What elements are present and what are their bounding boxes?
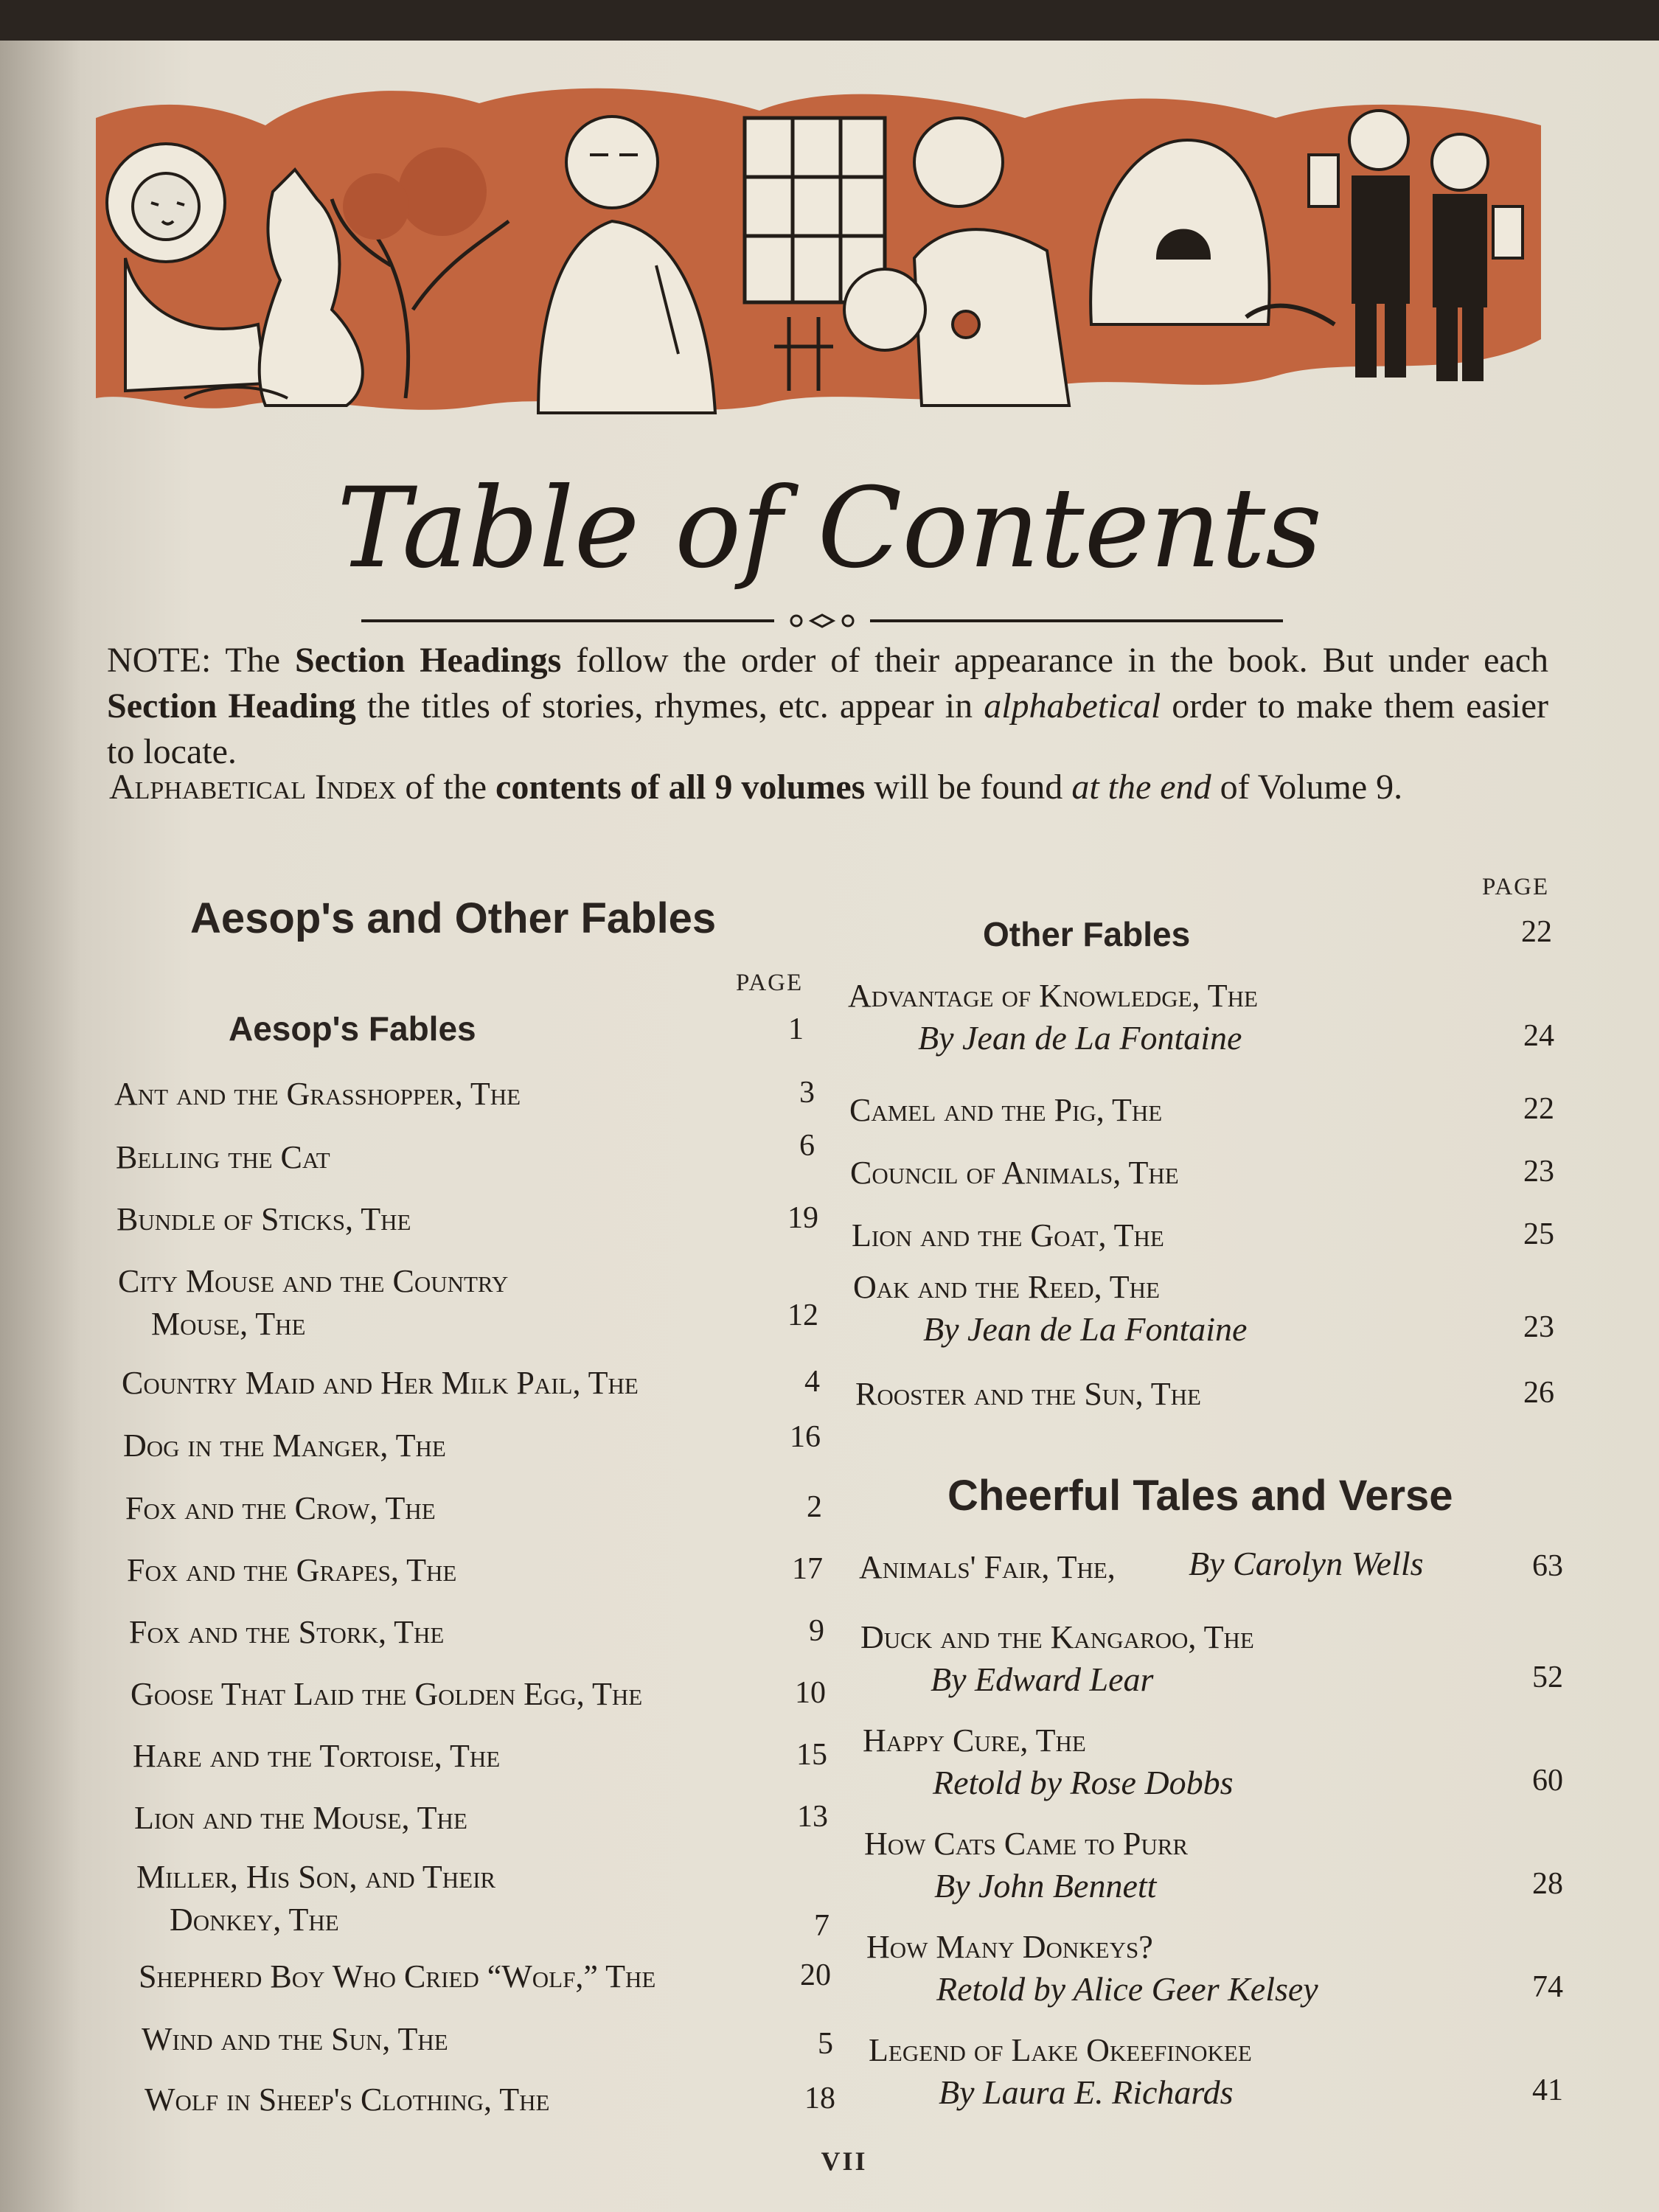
page-number: 13 — [797, 1800, 828, 1834]
subsection-aesops-fables: Aesop's Fables — [229, 1009, 476, 1048]
toc-entry-title: Country Maid and Her Milk Pail, The — [122, 1365, 639, 1401]
header-illustration — [96, 74, 1541, 428]
toc-entry-title: Fox and the Grapes, The — [127, 1552, 457, 1588]
page-number: 17 — [792, 1552, 823, 1586]
toc-entry-author: By Jean de La Fontaine — [923, 1310, 1248, 1348]
page-column-label: PAGE — [736, 970, 804, 996]
note-paragraph: NOTE: The Section Headings follow the order of their appearance in the book. But under each Section Heading the titles of stories, rhymes, etc. appear in alphabetical order to make them easier to locate. — [107, 641, 1549, 771]
page-number: 10 — [795, 1676, 826, 1710]
toc-entry-title: Ant and the Grasshopper, The — [114, 1076, 521, 1112]
toc-entry-title: Council of Animals, The — [850, 1155, 1179, 1191]
toc-entry-title: Lion and the Mouse, The — [134, 1800, 467, 1836]
toc-entry-title: Belling the Cat — [116, 1139, 330, 1175]
section-heading-cheerful: Cheerful Tales and Verse — [947, 1472, 1453, 1520]
toc-entry-title: Fox and the Crow, The — [125, 1490, 436, 1526]
page-number: 22 — [1523, 1092, 1554, 1126]
toc-entry-title: Hare and the Tortoise, The — [133, 1738, 501, 1774]
page-number: 74 — [1532, 1970, 1563, 2004]
page-number: 24 — [1523, 1019, 1554, 1053]
page-number: 25 — [1523, 1217, 1554, 1251]
page-number: 41 — [1532, 2073, 1563, 2107]
index-note: Alphabetical Index of the contents of all 9 volumes will be found at the end of Volume 9. — [109, 768, 1403, 807]
page-number: 1 — [788, 1012, 804, 1046]
page-number: 7 — [814, 1909, 830, 1943]
toc-entry-title: Camel and the Pig, The — [849, 1092, 1163, 1128]
page-number: 5 — [818, 2027, 833, 2061]
toc-entry-author: By Edward Lear — [931, 1660, 1154, 1698]
toc-entry-title: Fox and the Stork, The — [129, 1614, 445, 1650]
page-number: 63 — [1532, 1549, 1563, 1583]
page-number: 15 — [796, 1738, 827, 1772]
toc-entry-title: Goose That Laid the Golden Egg, The — [131, 1676, 643, 1712]
page-number: 26 — [1523, 1376, 1554, 1410]
title-divider — [361, 612, 1283, 630]
toc-entry-title: Dog in the Manger, The — [123, 1427, 446, 1464]
page-number: 4 — [804, 1365, 820, 1399]
page-number: 52 — [1532, 1660, 1563, 1694]
toc-entry-title-cont: Donkey, The — [170, 1902, 339, 1938]
toc-entry-title: Wind and the Sun, The — [142, 2021, 448, 2057]
toc-entry-title: Legend of Lake Okeefinokee — [869, 2032, 1252, 2068]
page-number: 3 — [799, 1076, 815, 1110]
section-heading-fables: Aesop's and Other Fables — [190, 894, 717, 942]
page-number: 23 — [1523, 1310, 1554, 1344]
toc-entry-author: Retold by Rose Dobbs — [933, 1764, 1234, 1801]
page-number: 6 — [799, 1129, 815, 1163]
toc-entry-title: Oak and the Reed, The — [853, 1269, 1160, 1305]
toc-entry-author: By Jean de La Fontaine — [918, 1019, 1242, 1057]
toc-entry-title: City Mouse and the Country — [118, 1263, 509, 1299]
page-folio: VII — [821, 2146, 868, 2176]
toc-entry-title: Miller, His Son, and Their — [136, 1859, 496, 1895]
toc-entry-title: How Many Donkeys? — [866, 1929, 1153, 1965]
page-number: 16 — [790, 1420, 821, 1454]
toc-entry-title: How Cats Came to Purr — [864, 1826, 1189, 1862]
page-number: 18 — [804, 2081, 835, 2115]
toc-entry-title: Shepherd Boy Who Cried “Wolf,” The — [139, 1958, 656, 1994]
page-number: 28 — [1532, 1867, 1563, 1901]
toc-entry-author: Retold by Alice Geer Kelsey — [936, 1970, 1318, 2008]
toc-entry-title: Bundle of Sticks, The — [116, 1201, 411, 1237]
page-number: 9 — [809, 1614, 824, 1648]
page-number: 23 — [1523, 1155, 1554, 1189]
page-number: 22 — [1521, 915, 1552, 949]
toc-entry-title: Happy Cure, The — [863, 1722, 1086, 1759]
toc-entry-author: By Laura E. Richards — [939, 2073, 1234, 2111]
toc-entry-title: Advantage of Knowledge, The — [848, 978, 1258, 1014]
page-number: 2 — [807, 1490, 822, 1524]
toc-entry-title: Wolf in Sheep's Clothing, The — [145, 2081, 550, 2118]
page-title: Table of Contents — [336, 465, 1323, 593]
toc-entry-title-cont: Mouse, The — [151, 1306, 306, 1342]
page-number: 19 — [787, 1201, 818, 1235]
page-number: 20 — [800, 1958, 831, 1992]
page-number: 60 — [1532, 1764, 1563, 1798]
toc-entry-title: Animals' Fair, The, — [859, 1549, 1116, 1585]
toc-entry-author: By John Bennett — [934, 1867, 1157, 1905]
page-column-label: PAGE — [1482, 874, 1550, 900]
subsection-other-fables: Other Fables — [983, 915, 1191, 953]
background-edge — [0, 0, 1659, 41]
toc-entry-title: Rooster and the Sun, The — [855, 1376, 1201, 1412]
toc-entry-title: Duck and the Kangaroo, The — [860, 1619, 1254, 1655]
toc-entry-title: Lion and the Goat, The — [852, 1217, 1164, 1253]
toc-entry-author: By Carolyn Wells — [1189, 1545, 1424, 1582]
page-number: 12 — [787, 1298, 818, 1332]
